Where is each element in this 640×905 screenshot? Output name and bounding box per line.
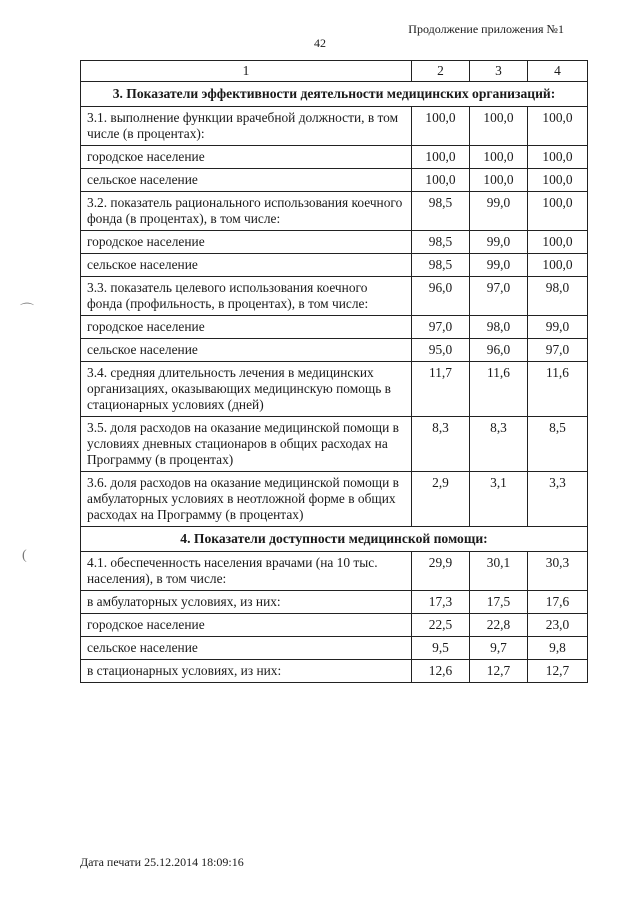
- indicator-value: 100,0: [412, 146, 470, 169]
- indicator-value: 17,3: [412, 591, 470, 614]
- section-header-row: [81, 527, 588, 552]
- scan-artifact-mark: ⌒: [20, 304, 34, 319]
- column-number-row: [81, 61, 588, 82]
- indicator-value: 98,5: [412, 192, 470, 231]
- indicator-label: 3.2. показатель рационального использования коечного фонда (в процентах), в том числе:: [81, 192, 412, 231]
- indicator-label: городское население: [81, 614, 412, 637]
- table-row: [81, 552, 588, 591]
- table-row: [81, 169, 588, 192]
- table-row: [81, 614, 588, 637]
- indicator-label: 3.3. показатель целевого использования коечного фонда (профильность, в процентах), в том числе:: [81, 277, 412, 316]
- indicator-value: 11,6: [528, 362, 588, 417]
- table-row: [81, 362, 588, 417]
- indicator-value: 8,3: [470, 417, 528, 472]
- indicator-value: 96,0: [412, 277, 470, 316]
- indicator-value: 30,3: [528, 552, 588, 591]
- indicator-value: 99,0: [528, 316, 588, 339]
- indicator-value: 2,9: [412, 472, 470, 527]
- indicator-value: 11,6: [470, 362, 528, 417]
- indicator-label: 3.6. доля расходов на оказание медицинской помощи в амбулаторных условиях в неотложной форме в общих расходах на Программу (в процентах): [81, 472, 412, 527]
- indicator-value: 96,0: [470, 339, 528, 362]
- column-number: 3: [470, 61, 528, 82]
- indicator-label: 3.5. доля расходов на оказание медицинской помощи в условиях дневных стационаров в общих расходах на Программу (в процентах): [81, 417, 412, 472]
- indicator-value: 100,0: [528, 254, 588, 277]
- indicator-value: 100,0: [528, 169, 588, 192]
- table-row: [81, 254, 588, 277]
- indicator-value: 100,0: [470, 146, 528, 169]
- indicator-label: городское население: [81, 316, 412, 339]
- indicator-value: 99,0: [470, 231, 528, 254]
- indicator-value: 9,5: [412, 637, 470, 660]
- table-row: [81, 107, 588, 146]
- indicator-value: 22,5: [412, 614, 470, 637]
- table-row: [81, 660, 588, 683]
- indicator-value: 98,0: [470, 316, 528, 339]
- column-number: 4: [528, 61, 588, 82]
- indicator-value: 99,0: [470, 192, 528, 231]
- indicator-label: в амбулаторных условиях, из них:: [81, 591, 412, 614]
- table-row: [81, 339, 588, 362]
- table-row: [81, 472, 588, 527]
- indicator-label: 3.1. выполнение функции врачебной должности, в том числе (в процентах):: [81, 107, 412, 146]
- section-header-row: [81, 82, 588, 107]
- indicator-value: 100,0: [528, 192, 588, 231]
- indicator-value: 97,0: [528, 339, 588, 362]
- table-row: [81, 146, 588, 169]
- indicator-label: сельское население: [81, 637, 412, 660]
- indicators-table: [80, 60, 588, 683]
- table-row: [81, 637, 588, 660]
- indicator-value: 8,3: [412, 417, 470, 472]
- indicator-value: 11,7: [412, 362, 470, 417]
- indicator-label: сельское население: [81, 339, 412, 362]
- table-row: [81, 316, 588, 339]
- indicator-value: 100,0: [528, 107, 588, 146]
- column-number: 1: [81, 61, 412, 82]
- table-row: [81, 231, 588, 254]
- indicator-label: городское население: [81, 231, 412, 254]
- indicator-value: 8,5: [528, 417, 588, 472]
- indicator-label: в стационарных условиях, из них:: [81, 660, 412, 683]
- indicator-value: 97,0: [412, 316, 470, 339]
- indicator-value: 98,5: [412, 254, 470, 277]
- section-title: 4. Показатели доступности медицинской помощи:: [81, 527, 588, 552]
- indicator-value: 17,6: [528, 591, 588, 614]
- indicator-label: сельское население: [81, 254, 412, 277]
- table-row: [81, 417, 588, 472]
- indicator-value: 9,8: [528, 637, 588, 660]
- indicator-value: 99,0: [470, 254, 528, 277]
- scan-artifact-mark: (: [22, 548, 27, 563]
- table-row: [81, 277, 588, 316]
- indicator-value: 9,7: [470, 637, 528, 660]
- table-row: [81, 591, 588, 614]
- indicator-value: 97,0: [470, 277, 528, 316]
- indicator-value: 17,5: [470, 591, 528, 614]
- indicator-value: 98,5: [412, 231, 470, 254]
- indicator-value: 3,3: [528, 472, 588, 527]
- indicator-label: сельское население: [81, 169, 412, 192]
- indicator-value: 3,1: [470, 472, 528, 527]
- indicator-value: 100,0: [412, 169, 470, 192]
- table-row: [81, 192, 588, 231]
- indicator-value: 95,0: [412, 339, 470, 362]
- indicator-value: 29,9: [412, 552, 470, 591]
- indicator-value: 12,6: [412, 660, 470, 683]
- indicator-label: городское население: [81, 146, 412, 169]
- indicator-value: 30,1: [470, 552, 528, 591]
- indicator-value: 22,8: [470, 614, 528, 637]
- page-number: 42: [314, 36, 326, 50]
- indicator-value: 12,7: [528, 660, 588, 683]
- indicator-value: 12,7: [470, 660, 528, 683]
- indicator-value: 100,0: [528, 146, 588, 169]
- indicator-value: 100,0: [412, 107, 470, 146]
- indicator-value: 100,0: [470, 107, 528, 146]
- print-date: Дата печати 25.12.2014 18:09:16: [80, 855, 244, 869]
- indicator-value: 100,0: [470, 169, 528, 192]
- indicator-label: 4.1. обеспеченность населения врачами (на 10 тыс. населения), в том числе:: [81, 552, 412, 591]
- indicator-value: 23,0: [528, 614, 588, 637]
- continuation-note: Продолжение приложения №1: [408, 22, 564, 36]
- indicator-value: 98,0: [528, 277, 588, 316]
- column-number: 2: [412, 61, 470, 82]
- indicator-label: 3.4. средняя длительность лечения в медицинских организациях, оказывающих медицинскую помощь в стационарных условиях (дней): [81, 362, 412, 417]
- indicator-value: 100,0: [528, 231, 588, 254]
- section-title: 3. Показатели эффективности деятельности медицинских организаций:: [81, 82, 588, 107]
